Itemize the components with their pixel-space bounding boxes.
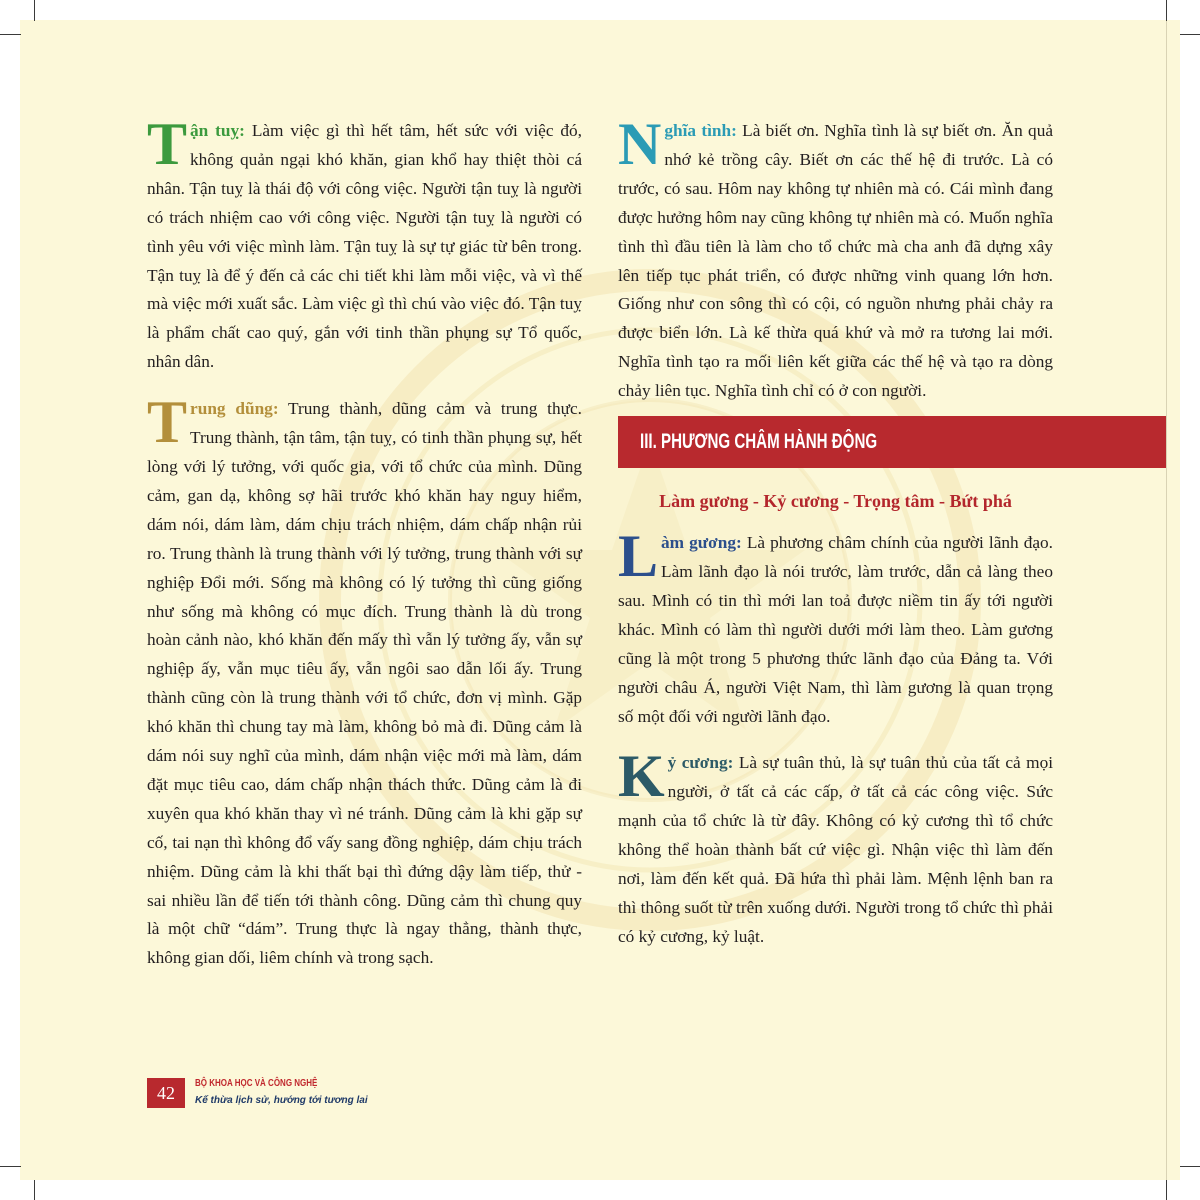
- paragraph-tan-tuy: [147, 111, 582, 377]
- paragraph-body: Trung thành, dũng cảm và trung thực. Trung thành, tận tâm, tận tuỵ, có tinh thần phụng sự, hết lòng với lý tưởng, với quốc gia, với tổ chức của mình. Dũng cảm, gan dạ, không sợ hãi trước khó khăn hay nguy hiểm, dám nói, dám làm, dám chịu trách nhiệm, dám chấp nhận rủi ro. Trung thành là trung thành với lý tưởng, trung thành với sự nghiệp Đổi mới. Sống mà không có lý tưởng thì cũng giống như sống mà không có mục đích. Trung thành là dù trong hoàn cảnh nào, khó khăn đến mấy thì vẫn lý tưởng ấy, vẫn sự nghiệp ấy, vẫn mục tiêu ấy, vẫn ngôi sao dẫn lối ấy. Trung thành cũng còn là trung thành với tổ chức, đơn vị mình. Gặp khó khăn thì chung tay mà làm, không bỏ mà đi. Dũng cảm là dám nói suy nghĩ của mình, dám nhận việc mới mà làm, dám đặt mục tiêu cao, dám chấp nhận thách thức. Dũng cảm là đi xuyên qua khó khăn thay vì né tránh. Dũng cảm là khi gặp sự cố, tai nạn thì không đổ vấy sang đồng nghiệp, dám chịu trách nhiệm. Dũng cảm là khi thất bại thì đứng dậy làm tiếp, thử - sai nhiều lần để tiến tới thành công. Dũng cảm thì chung quy là một chữ “dám”. Trung thực là ngay thẳng, thành thực, không gian dối, liêm chính và trong sạch.: [147, 399, 582, 968]
- trim-line: [1166, 20, 1167, 1180]
- section-heading: III. PHƯƠNG CHÂM HÀNH ĐỘNG: [640, 430, 878, 454]
- paragraph-lam-guong: [618, 523, 1053, 731]
- crop-mark: [0, 34, 21, 35]
- paragraph-label: àm gương:: [661, 533, 742, 553]
- drop-cap: K: [618, 743, 665, 810]
- crop-mark: [1166, 0, 1167, 21]
- paragraph-body: Là biết ơn. Nghĩa tình là sự biết ơn. Ăn quả nhớ kẻ trồng cây. Biết ơn các thế hệ đi trước. Là có trước, có sau. Hôm nay không tự nhiên mà có. Cái mình đang được hưởng hôm nay cũng không tự nhiên mà có. Muốn nghĩa tình thì đầu tiên là làm cho tổ chức mà cha anh đã dựng xây lên tiếp tục phát triển, có được những vinh quang lớn hơn. Giống như con sông thì có cội, có nguồn nhưng phải chảy ra được biển lớn. Là kế thừa quá khứ và mở ra tương lai mới. Nghĩa tình tạo ra mối liên kết giữa các thế hệ và tạo ra dòng chảy liên tục. Nghĩa tình chỉ có ở con người.: [618, 121, 1053, 401]
- drop-cap: T: [147, 389, 188, 456]
- crop-mark: [1180, 34, 1200, 35]
- drop-cap: L: [618, 523, 659, 590]
- paragraph-label: ận tuỵ:: [190, 121, 245, 140]
- drop-cap: N: [618, 111, 662, 177]
- paragraph-body: Là phương châm chính của người lãnh đạo. Làm lãnh đạo là nói trước, làm trước, dẫn cả làng theo sau. Mình có tin thì mới lan toả được niềm tin ấy tới người khác. Mình có làm thì người dưới mới làm theo. Làm gương cũng là một trong 5 phương thức lãnh đạo của Đảng ta. Với người châu Á, người Việt Nam, thì làm gương là quan trọng số một đối với người lãnh đạo.: [618, 533, 1053, 726]
- paragraph-body: Làm việc gì thì hết tâm, hết sức với việc đó, không quản ngại khó khăn, gian khổ hay thiệt thòi cá nhân. Tận tuỵ là thái độ với công việc. Người tận tuỵ là người có trách nhiệm cao với công việc. Người tận tuỵ là người có tình yêu với việc mình làm. Tận tuỵ là sự tự giác từ bên trong. Tận tuỵ là để ý đến cả các chi tiết khi làm mỗi việc, và vì thế mà việc mới xuất sắc. Làm việc gì thì chú vào việc đó. Tận tuỵ là phẩm chất cao quý, gắn với tinh thần phụng sự Tổ quốc, nhân dân.: [147, 121, 582, 372]
- left-column: [147, 111, 582, 973]
- section-subtitle: Làm gương - Kỷ cương - Trọng tâm - Bứt phá: [659, 491, 1012, 512]
- right-column: [618, 111, 1054, 952]
- section-heading-bar: [618, 416, 1166, 468]
- paragraph-label: rung dũng:: [190, 399, 279, 419]
- crop-mark: [1180, 1166, 1200, 1167]
- page-number: 42: [147, 1078, 185, 1108]
- paragraph-ky-cuong: [618, 743, 1054, 951]
- footer-slogan: Kế thừa lịch sử, hướng tới tương lai: [195, 1095, 368, 1106]
- paragraph-body: Là sự tuân thủ, là sự tuân thủ của tất cả mọi người, ở tất cả các cấp, ở tất cả các công việc. Sức mạnh của tổ chức là từ đây. Không có kỷ cương thì tổ chức không thể hoàn thành bất cứ việc gì. Nhận việc thì làm đến nơi, làm đến kết quả. Đã hứa thì phải làm. Mệnh lệnh ban ra thì thông suốt từ trên xuống dưới. Người trong tổ chức thì phải có kỷ cương, kỷ luật.: [618, 753, 1054, 946]
- drop-cap: T: [147, 111, 188, 177]
- paragraph-trung-dung: [147, 389, 582, 973]
- paragraph-label: ỷ cương:: [667, 753, 734, 773]
- crop-mark: [1166, 1180, 1167, 1200]
- crop-mark: [34, 1180, 35, 1200]
- crop-mark: [34, 0, 35, 21]
- footer-organization: BỘ KHOA HỌC VÀ CÔNG NGHỆ: [195, 1078, 318, 1089]
- paragraph-nghia-tinh: [618, 111, 1053, 406]
- paragraph-label: ghĩa tình:: [664, 121, 737, 140]
- crop-mark: [0, 1166, 21, 1167]
